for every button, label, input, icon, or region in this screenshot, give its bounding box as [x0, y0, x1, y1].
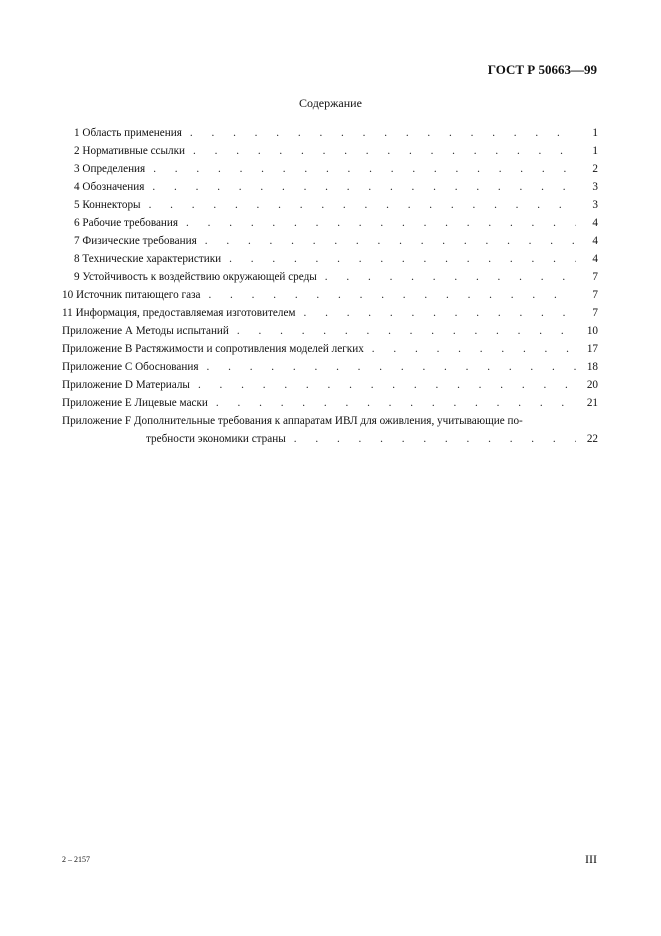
toc-item-label: Приложение В Растяжимости и сопротивления моделей легких	[62, 343, 364, 355]
toc-leader-dots	[152, 178, 576, 196]
toc-item-label: 4 Обозначения	[74, 181, 145, 193]
toc-item-page: 18	[586, 361, 598, 373]
toc-item-page: 21	[586, 397, 598, 409]
toc-item-page: 7	[592, 289, 598, 301]
toc-item-page: 1	[592, 145, 598, 157]
toc-item[interactable]	[62, 214, 598, 232]
toc-item-label: Приложение D Материалы	[62, 379, 190, 391]
toc-item-label: 7 Физические требования	[74, 235, 197, 247]
toc-item-label-continued: требности экономики страны	[146, 433, 286, 445]
toc-item-label: 5 Коннекторы	[74, 199, 141, 211]
toc-item-label: 2 Нормативные ссылки	[74, 145, 186, 157]
toc-item-label: 1 Область применения	[74, 127, 182, 139]
document-code: ГОСТ Р 50663—99	[487, 62, 597, 77]
toc-item-page: 3	[592, 199, 598, 211]
toc-leader-dots	[205, 232, 576, 250]
table-of-contents	[62, 124, 598, 448]
toc-item-page: 20	[586, 379, 598, 391]
toc-item-continuation	[62, 430, 598, 448]
toc-item-label: Приложение А Методы испытаний	[62, 325, 229, 337]
toc-item-page: 7	[592, 271, 598, 283]
toc-leader-dots	[149, 196, 576, 214]
toc-item[interactable]	[62, 124, 598, 142]
toc-leader-dots	[294, 430, 576, 448]
page-number: III	[585, 852, 597, 866]
toc-title: Содержание	[299, 96, 362, 110]
toc-item[interactable]	[62, 196, 598, 214]
toc-item[interactable]	[62, 412, 598, 448]
toc-item-page: 17	[586, 343, 598, 355]
toc-item[interactable]	[62, 250, 598, 268]
toc-item-page: 1	[592, 127, 598, 139]
toc-leader-dots	[372, 340, 576, 358]
toc-item-label: 9 Устойчивость к воздействию окружающей среды	[74, 271, 317, 283]
toc-item-label: 6 Рабочие требования	[74, 217, 179, 229]
toc-leader-dots	[237, 322, 576, 340]
toc-item[interactable]	[62, 304, 598, 322]
toc-item[interactable]	[62, 268, 598, 286]
toc-leader-dots	[207, 358, 576, 376]
toc-item[interactable]	[62, 376, 598, 394]
toc-item[interactable]	[62, 142, 598, 160]
toc-item-label: 10 Источник питающего газа	[62, 289, 201, 301]
toc-leader-dots	[193, 142, 576, 160]
toc-item-page: 4	[592, 217, 598, 229]
toc-item[interactable]	[62, 358, 598, 376]
toc-leader-dots	[304, 304, 577, 322]
toc-leader-dots	[216, 394, 576, 412]
toc-item[interactable]	[62, 178, 598, 196]
toc-leader-dots	[208, 286, 576, 304]
toc-item[interactable]	[62, 340, 598, 358]
toc-item-label: Приложение С Обоснования	[62, 361, 199, 373]
toc-item-page: 22	[586, 433, 598, 445]
toc-item-label: Приложение Е Лицевые маски	[62, 397, 208, 409]
toc-item[interactable]	[62, 160, 598, 178]
toc-leader-dots	[190, 124, 576, 142]
toc-leader-dots	[325, 268, 576, 286]
toc-item[interactable]	[62, 232, 598, 250]
toc-item-label: 11 Информация, предоставляемая изготовителем	[62, 307, 296, 319]
toc-item-page: 2	[592, 163, 598, 175]
toc-leader-dots	[229, 250, 576, 268]
toc-leader-dots	[153, 160, 576, 178]
toc-item-label: 3 Определения	[74, 163, 146, 175]
toc-item-page: 4	[592, 235, 598, 247]
toc-item-page: 7	[592, 307, 598, 319]
toc-item-page: 3	[592, 181, 598, 193]
toc-item[interactable]	[62, 322, 598, 340]
toc-item[interactable]	[62, 286, 598, 304]
toc-leader-dots	[186, 214, 576, 232]
toc-item-label: Приложение F Дополнительные требования к аппаратам ИВЛ для оживления, учитывающие по-	[62, 415, 523, 427]
toc-item-page: 4	[592, 253, 598, 265]
toc-leader-dots	[198, 376, 576, 394]
toc-item-page: 10	[586, 325, 598, 337]
toc-item[interactable]	[62, 394, 598, 412]
print-code: 2 – 2157	[62, 855, 90, 864]
toc-item-label: 8 Технические характеристики	[74, 253, 222, 265]
